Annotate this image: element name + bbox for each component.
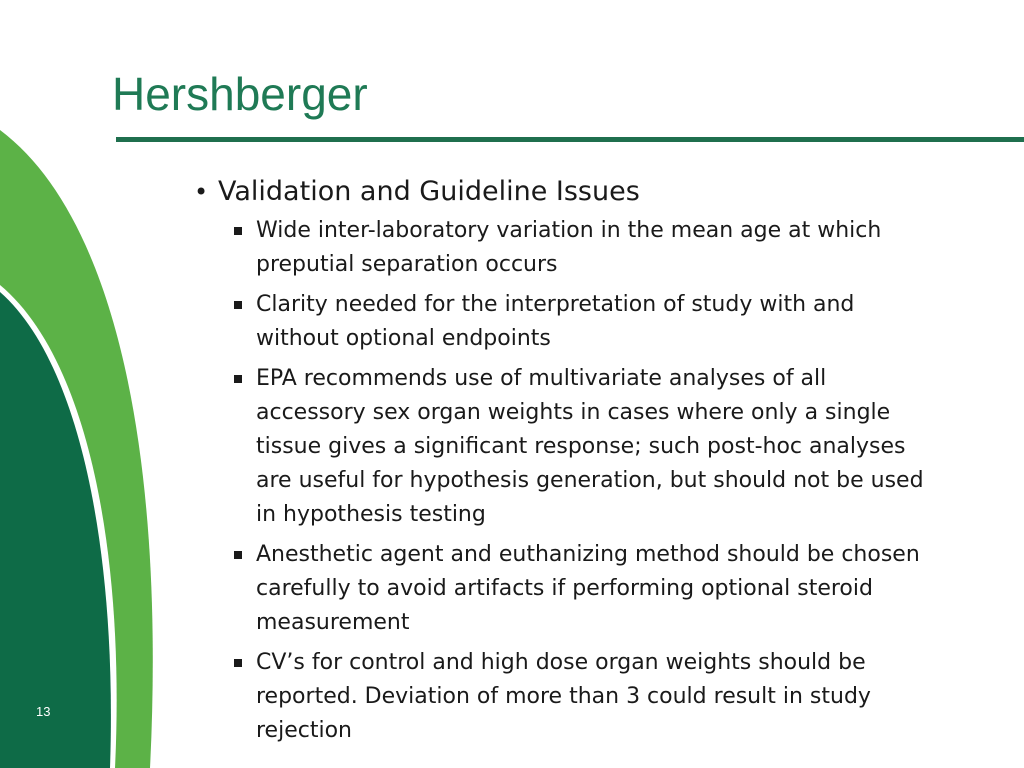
sub-bullet-text: CV’s for control and high dose organ weights should be reported. Deviation of more than 3 could result in study rejection	[256, 650, 871, 743]
title-underline	[116, 137, 1024, 142]
sub-bullet-text: Wide inter-laboratory variation in the mean age at which preputial separation occurs	[256, 218, 882, 277]
bullet-icon: •	[194, 178, 209, 206]
sub-bullet-text: Clarity needed for the interpretation of study with and without optional endpoints	[256, 292, 855, 351]
slide-page-number: 13	[36, 704, 51, 719]
square-bullet-icon	[234, 227, 242, 235]
square-bullet-icon	[234, 551, 242, 559]
sub-bullet-item	[194, 646, 924, 748]
square-bullet-icon	[234, 301, 242, 309]
main-bullet-text: Validation and Guideline Issues	[218, 176, 640, 207]
sub-bullet-text: EPA recommends use of multivariate analyses of all accessory sex organ weights in cases where only a single tissue gives a significant response; such post-hoc analyses are useful for hypothesis generation, but should not be used in hypothesis testing	[256, 366, 924, 527]
sub-bullet-item	[194, 362, 924, 532]
slide-title: Hershberger	[112, 68, 368, 120]
sub-bullet-list	[194, 214, 924, 748]
square-bullet-icon	[234, 659, 242, 667]
sub-bullet-text: Anesthetic agent and euthanizing method should be chosen carefully to avoid artifacts if performing optional steroid measurement	[256, 542, 920, 635]
slide-content	[194, 174, 924, 754]
sub-bullet-item	[194, 538, 924, 640]
square-bullet-icon	[234, 375, 242, 383]
sub-bullet-item	[194, 214, 924, 282]
sub-bullet-item	[194, 288, 924, 356]
main-bullet-point	[194, 174, 924, 210]
